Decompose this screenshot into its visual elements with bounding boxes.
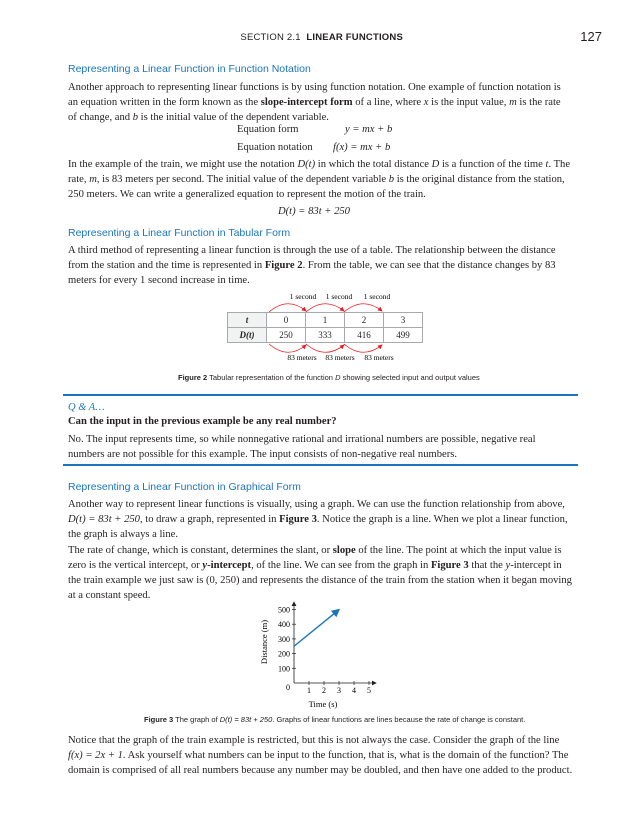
table-cell: 333 bbox=[306, 328, 345, 343]
top-arrow-3 bbox=[344, 304, 382, 312]
x-tick-label: 1 bbox=[307, 686, 311, 695]
x-tick-label: 4 bbox=[352, 686, 356, 695]
top-arrow-label-3: 1 second bbox=[363, 292, 391, 301]
table-cell: 416 bbox=[345, 328, 384, 343]
bottom-arrow-label-2: 83 meters bbox=[325, 353, 355, 362]
table-cell: 1 bbox=[306, 313, 345, 328]
table-cell: 0 bbox=[267, 313, 306, 328]
qa-title: Q & A… bbox=[68, 402, 105, 413]
top-arrow-1 bbox=[269, 304, 306, 312]
paragraph-graphical-form: Another way to represent linear functions is visually, using a graph. We can use the function relationship from above, D(t) = 83t + 250, to draw a graph, represented in Figure 3. Notice the graph is a line. When we plot a linear function, the graph is always a line. bbox=[68, 499, 568, 540]
table-cell: 3 bbox=[384, 313, 423, 328]
table-row-d bbox=[228, 328, 423, 343]
series-line bbox=[294, 610, 339, 647]
x-axis-label: Time (s) bbox=[308, 699, 338, 709]
y-tick-label: 100 bbox=[278, 664, 290, 674]
origin-label: 0 bbox=[286, 683, 290, 692]
running-head: SECTION 2.1 LINEAR FUNCTIONS bbox=[240, 32, 403, 43]
paragraph-train-example: In the example of the train, we might use the notation D(t) in which the total distance D is a function of the time t. The rate, m, is 83 meters per second. The initial value of the dependent variable b is the original distance from the station, 250 meters. We can write a generalized equation to represent the motion of the train. bbox=[68, 159, 571, 200]
bottom-arrow-1 bbox=[269, 344, 306, 352]
bottom-arrow-3 bbox=[344, 344, 382, 352]
top-arrow-2 bbox=[306, 304, 344, 312]
figure-2-table bbox=[227, 312, 423, 343]
table-cell: 2 bbox=[345, 313, 384, 328]
row-label-t: t bbox=[228, 313, 267, 328]
qa-content: Can the input in the previous example be any real number? No. The input represents time, so while nonnegative rational and irrational numbers are possible, negative real numbers are not possible for this example. The input consists of non-negative real numbers. bbox=[68, 414, 578, 462]
bottom-arrow-2 bbox=[306, 344, 344, 352]
heading-tabular-form: Representing a Linear Function in Tabular Form bbox=[68, 227, 291, 239]
y-tick-label: 200 bbox=[278, 649, 290, 659]
qa-top-rule bbox=[63, 394, 578, 396]
paragraph-tabular-form: A third method of representing a linear function is through the use of a table. The relationship between the distance from the station and the time is represented in Figure 2. From the table, we can see that the distance changes by 83 meters for every 1 second increase in time. bbox=[68, 245, 556, 286]
top-arrow-label-2: 1 second bbox=[325, 292, 353, 301]
qa-question: Can the input in the previous example be any real number? bbox=[68, 416, 337, 427]
figure-2-caption: Figure 2 Tabular representation of the function D showing selected input and output values bbox=[178, 373, 480, 382]
equation-notation: f(x) = mx + b bbox=[333, 142, 391, 153]
row-label-d: D(t) bbox=[228, 328, 267, 343]
paragraph-function-notation: Another approach to representing linear functions is by using function notation. One example of function notation is an equation written in the form known as the slope-intercept form of a line, where x is the input value, m is the rate of change, and b is the initial value of the dependent variable. bbox=[68, 82, 561, 123]
x-tick-label: 2 bbox=[322, 686, 326, 695]
qa-bottom-rule bbox=[63, 464, 578, 466]
y-tick-label: 500 bbox=[278, 605, 290, 615]
figure-3-caption: Figure 3 The graph of D(t) = 83t + 250. Graphs of linear functions are lines because the rate of change is constant. bbox=[144, 715, 526, 724]
y-tick-label: 400 bbox=[278, 620, 290, 630]
equation-form-label: Equation form bbox=[237, 124, 299, 135]
page-number: 127 bbox=[580, 29, 602, 44]
y-tick-label: 300 bbox=[278, 634, 290, 644]
equation-form: y = mx + b bbox=[345, 124, 393, 135]
bottom-arrow-label-1: 83 meters bbox=[287, 353, 317, 362]
x-tick-label: 5 bbox=[367, 686, 371, 695]
table-cell: 250 bbox=[267, 328, 306, 343]
paragraph-domain: Notice that the graph of the train example is restricted, but this is not always the case. Consider the graph of the line f(x) = 2x + 1. Ask yourself what numbers can be input to the function, that is, what is the domain of the function? The domain is comprised of all real numbers because any number may be doubled, and then have one added to the product. bbox=[68, 735, 573, 776]
figure-3-chart bbox=[250, 598, 390, 710]
equation-notation-label: Equation notation bbox=[237, 142, 313, 153]
top-arrow-label-1: 1 second bbox=[289, 292, 317, 301]
y-axis-label: Distance (m) bbox=[259, 619, 269, 665]
equation-train: D(t) = 83t + 250 bbox=[278, 206, 350, 217]
table-row-t bbox=[228, 313, 423, 328]
x-tick-label: 3 bbox=[337, 686, 341, 695]
table-cell: 499 bbox=[384, 328, 423, 343]
paragraph-slope-intercept: The rate of change, which is constant, determines the slant, or slope of the line. The point at which the input value is zero is the vertical intercept, or y-intercept, of the line. We can see from the graph in Figure 3 that the y-intercept in the train example we just saw is (0, 250) and represents the distance of the train from the station when it began moving at a constant speed. bbox=[68, 545, 572, 601]
bottom-arrow-label-3: 83 meters bbox=[364, 353, 394, 362]
heading-function-notation: Representing a Linear Function in Function Notation bbox=[68, 63, 311, 75]
heading-graphical-form: Representing a Linear Function in Graphical Form bbox=[68, 481, 301, 493]
